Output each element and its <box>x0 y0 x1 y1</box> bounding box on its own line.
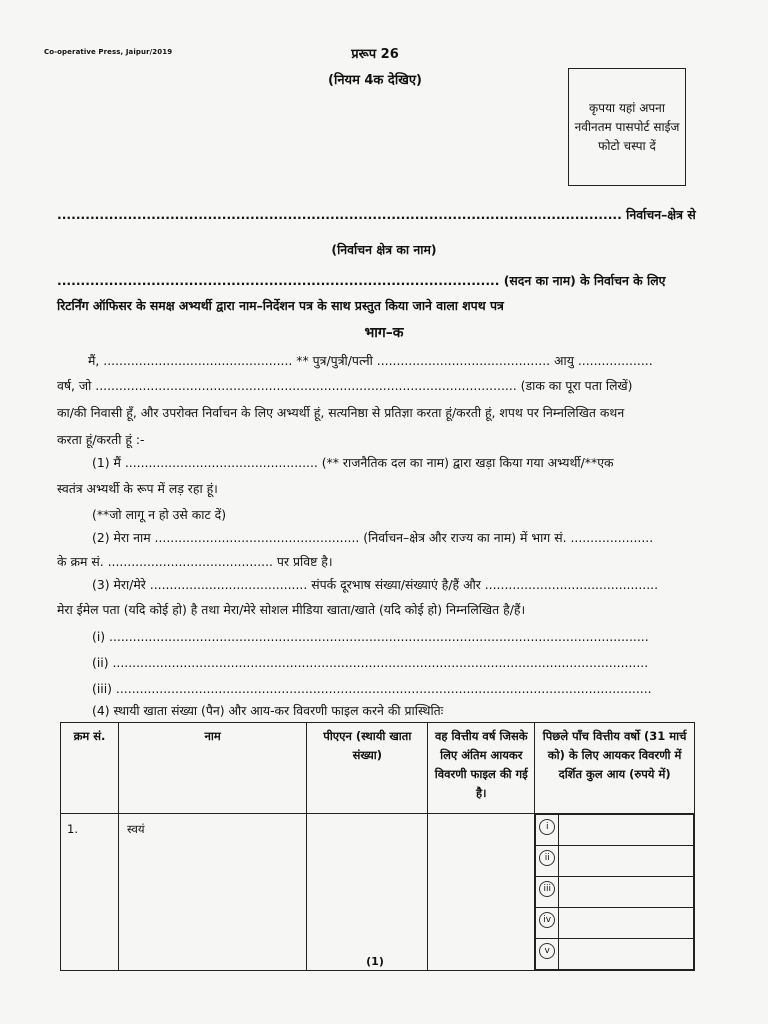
income-years-table <box>535 814 694 970</box>
header-total-income: पिछले पाँच वित्तीय वर्षो (31 मार्च को) के लिए आयकर विवरणी में दर्शित कुल आय (रुपये में) <box>535 723 695 814</box>
constituency-name-label: (निर्वाचन क्षेत्र का नाम) <box>331 242 437 257</box>
social-media-1: (i) ......................................................................................................................................... <box>92 629 649 644</box>
year-label-iii: iii <box>539 881 555 897</box>
pan-table <box>60 722 695 971</box>
address-line: वर्ष, जो ........................................................................................................... (डाक का पूरा पता लिखें) <box>57 378 633 393</box>
income-input-ii <box>559 846 694 877</box>
item-1-cont: स्वतंत्र अभ्यर्थी के रूप में लड़ रहा हूं। <box>57 481 218 496</box>
row-pan-cell <box>307 814 428 971</box>
row-name: स्वयं <box>119 814 307 971</box>
part-title: भाग–क <box>364 325 404 341</box>
rule-reference: (नियम 4क देखिए) <box>328 73 422 88</box>
press-note: Co-operative Press, Jaipur/2019 <box>44 48 173 56</box>
oath-line-end: करता हूं/करती हूं :- <box>57 432 145 447</box>
income-input-iii <box>559 877 694 908</box>
header-last-return-year: वह वित्तीय वर्ष जिसके लिए अंतिम आयकर विवरणी फाइल की गई है। <box>428 723 535 814</box>
item-2-cont: के क्रम सं. .......................................... पर प्रविष्ट है। <box>57 554 333 569</box>
house-line: .............................................................................................. (सदन का नाम) के निर्वाचन के लिए <box>57 273 666 288</box>
constituency-line: ........................................................................................................................ निर्वाचन–क्षेत्र से <box>57 207 696 222</box>
row-income-cell <box>535 814 695 971</box>
income-input-i <box>559 815 694 846</box>
year-label-i: i <box>539 819 555 835</box>
item-3-cont: मेरा ईमेल पता (यदि कोई हो) है तथा मेरा/मेरे सोशल मीडिया खाता/खाते (यदि कोई हो) निम्नलिखित है/हैं। <box>57 602 526 617</box>
header-serial: क्रम सं. <box>61 723 119 814</box>
page-number: (1) <box>366 955 384 968</box>
item-1: (1) मैं ................................................. (** राजनैतिक दल का नाम) द्वारा खड़ा किया गया अभ्यर्थी/**एक <box>92 455 614 470</box>
form-number: प्ररूप 26 <box>351 47 399 62</box>
row-year-cell <box>428 814 535 971</box>
item-2: (2) मेरा नाम .................................................... (निर्वाचन–क्षेत्र और राज्य का नाम) में भाग सं. ..................... <box>92 530 654 545</box>
year-label-ii: ii <box>539 850 555 866</box>
photo-box-text: कृपया यहां अपना नवीनतम पासपोर्ट साईज फोटो चस्पा दें <box>574 100 680 153</box>
photo-box <box>568 68 686 186</box>
social-media-3: (iii) ........................................................................................................................................ <box>92 681 652 696</box>
year-label-v: v <box>539 943 555 959</box>
header-name: नाम <box>119 723 307 814</box>
social-media-2: (ii) ........................................................................................................................................ <box>92 655 649 670</box>
item-4: (4) स्थायी खाता संख्या (पैन) और आय-कर विवरणी फाइल करने की प्रास्थितिः <box>92 703 444 718</box>
oath-line: का/की निवासी हूँ, और उपरोक्त निर्वाचन के लिए अभ्यर्थी हूं, सत्यनिष्ठा से प्रतिज्ञा करता हूं/करती हूं, शपथ पर निम्नलिखित कथन <box>57 405 625 420</box>
income-input-iv <box>559 908 694 939</box>
affidavit-line: रिटर्निंग ऑफिसर के समक्ष अभ्यर्थी द्वारा नाम–निर्देशन पत्र के साथ प्रस्तुत किया जाने वाला शपथ पत्र <box>57 298 504 313</box>
row-serial: 1. <box>61 814 119 971</box>
declarant-line: मैं, ................................................ ** पुत्र/पुत्री/पत्नी ............................................ आयु ................... <box>88 353 653 368</box>
item-1-note: (**जो लागू न हो उसे काट दें) <box>92 507 227 522</box>
year-label-iv: iv <box>539 912 555 928</box>
item-3: (3) मेरा/मेरे ........................................ संपर्क दूरभाष संख्या/संख्याएं है/हैं और ............................................ <box>92 577 659 592</box>
header-pan: पीएएन (स्थायी खाता संख्या) <box>307 723 428 814</box>
